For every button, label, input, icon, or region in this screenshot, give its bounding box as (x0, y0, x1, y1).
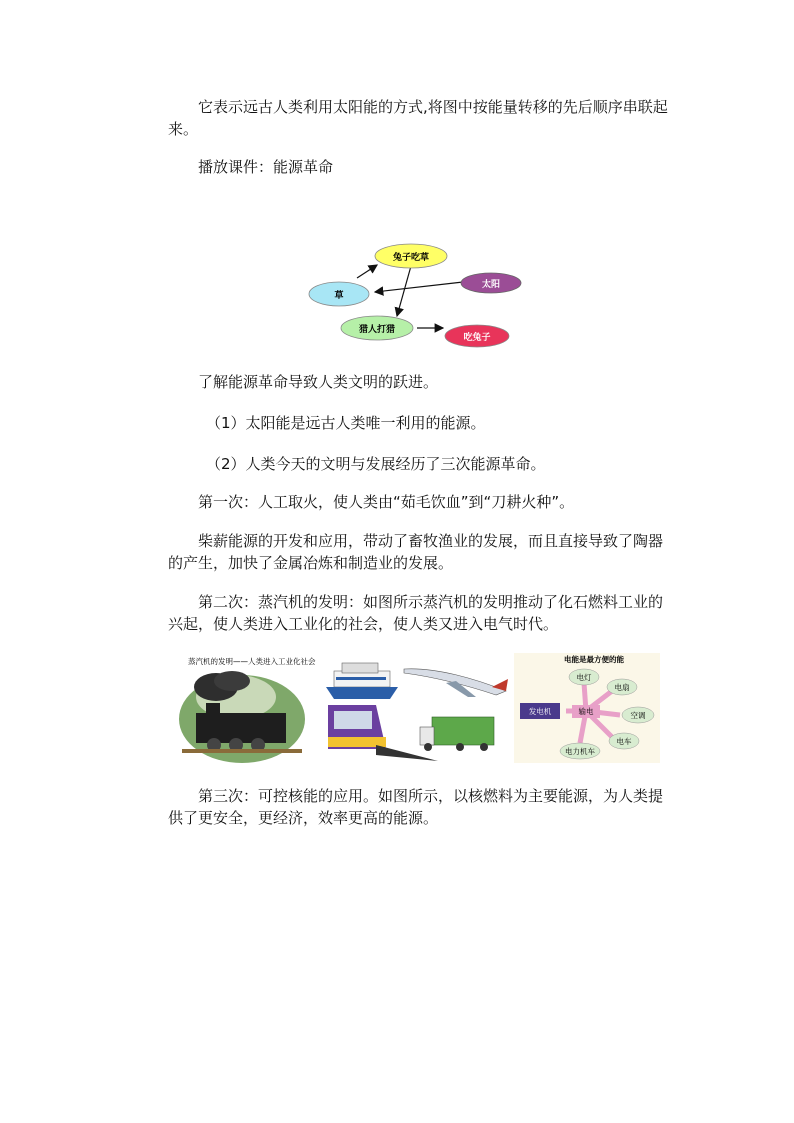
svg-text:电车: 电车 (616, 737, 632, 746)
svg-text:电灯: 电灯 (576, 673, 592, 682)
node-label: 吃兔子 (463, 333, 491, 343)
ship-image (326, 663, 398, 699)
node-eat-rabbit (445, 325, 509, 347)
output-fan (607, 679, 637, 695)
steam-caption: 蒸汽机的发明——人类进入工业化社会 (188, 657, 316, 666)
arrow-rabbit-to-hunter (397, 266, 411, 316)
node-rabbit-eat-grass (375, 244, 447, 268)
transmission-label: 输电 (578, 707, 594, 716)
paragraph-third-revolution: 第三次：可控核能的应用。如图所示，以核燃料为主要能源，为人类提供了更安全，更经济，效率更高的能源。 (168, 787, 664, 827)
paragraph-point-2: （2）人类今天的文明与发展经历了三次能源革命。 (206, 455, 546, 473)
paragraph-firewood: 柴薪能源的开发和应用，带动了畜牧渔业的发展，而且直接导致了陶器的产生，加快了金属冶炼和制造业的发展。 (168, 532, 664, 572)
paragraph-solar-sequence: 它表示远古人类利用太阳能的方式,将图中按能量转移的先后顺序串联起来。 (168, 98, 668, 138)
paragraph-first-revolution: 第一次：人工取火，使人类由“茹毛饮血”到“刀耕火种”。 (198, 493, 575, 511)
svg-text:空调: 空调 (630, 711, 646, 720)
output-ac (622, 707, 654, 723)
node-grass (309, 282, 369, 306)
output-locomotive (560, 743, 600, 759)
steam-locomotive-image (179, 656, 316, 763)
arrow-grass-to-rabbit (357, 265, 377, 278)
energy-transfer-diagram (305, 240, 530, 348)
node-label: 猎人打猎 (358, 325, 396, 335)
paragraph-point-1: （1）太阳能是远古人类唯一利用的能源。 (206, 414, 486, 432)
output-lamp (569, 669, 599, 685)
node-label: 草 (334, 291, 344, 301)
output-car (609, 733, 639, 749)
node-label: 兔子吃草 (392, 253, 430, 263)
electric-title: 电能是最方便的能 (564, 655, 624, 664)
node-hunter (341, 316, 413, 340)
paragraph-energy-revolution: 了解能源革命导致人类文明的跃进。 (198, 373, 439, 391)
node-sun (461, 273, 521, 293)
paragraph-courseware: 播放课件：能源革命 (198, 158, 334, 176)
generator-label: 发电机 (528, 707, 552, 716)
svg-text:电力机车: 电力机车 (565, 747, 595, 756)
paragraph-second-revolution: 第二次：蒸汽机的发明：如图所示蒸汽机的发明推动了化石燃料工业的兴起，使人类进入工业化的社会，使人类又进入电气时代。 (168, 593, 664, 633)
electricity-diagram (514, 653, 660, 763)
svg-text:电扇: 电扇 (614, 683, 630, 692)
truck-image (420, 717, 494, 751)
industrial-revolution-figure (176, 651, 664, 765)
airplane-image (404, 669, 508, 697)
node-label: 太阳 (481, 280, 501, 290)
arrow-sun-to-grass (375, 282, 463, 292)
